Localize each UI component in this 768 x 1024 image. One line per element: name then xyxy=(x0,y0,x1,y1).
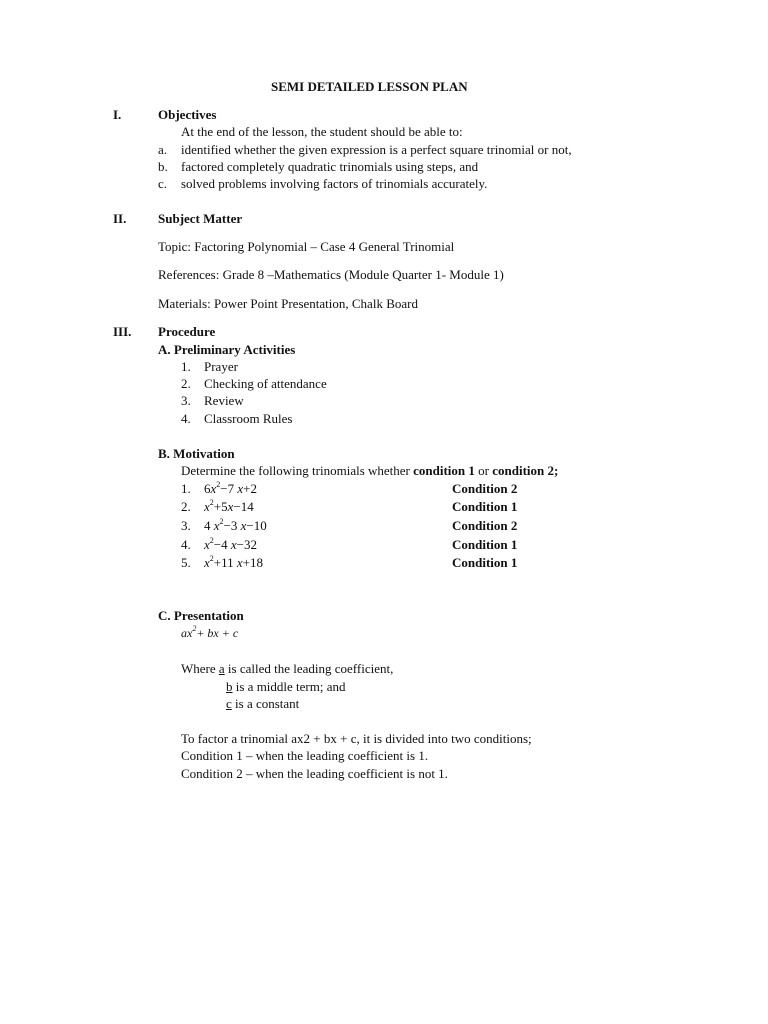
where-line: Where a is called the leading coefficient, xyxy=(181,661,394,676)
trinomial-expression: $x^2+5x-14$ xyxy=(204,497,254,514)
list-marker: 3. xyxy=(181,393,191,408)
subject-references: References: Grade 8 –Mathematics (Module Quarter 1- Module 1) xyxy=(158,267,504,282)
section-heading-objectives: Objectives xyxy=(158,107,217,122)
list-marker: 3. xyxy=(181,518,191,533)
list-marker: 2. xyxy=(181,499,191,514)
page-title: SEMI DETAILED LESSON PLAN xyxy=(271,79,468,94)
section-number-subject-matter: II. xyxy=(113,211,127,226)
section-heading-subject-matter: Subject Matter xyxy=(158,211,243,226)
list-marker: 2. xyxy=(181,376,191,391)
list-item: Prayer xyxy=(204,359,238,374)
general-trinomial-formula: $ax^2+$ bx + c xyxy=(181,624,239,640)
motivation-condition-2: condition 2; xyxy=(492,463,559,478)
section-heading-procedure: Procedure xyxy=(158,324,216,339)
condition-answer: Condition 1 xyxy=(452,499,518,514)
trinomial-expression: $6x^2-7$ x+2 xyxy=(204,479,257,496)
objective-marker: b. xyxy=(158,159,168,174)
list-item: Review xyxy=(204,393,244,408)
presentation-line-3: Condition 2 – when the leading coefficient is not 1. xyxy=(181,766,448,781)
condition-answer: Condition 2 xyxy=(452,481,518,496)
list-marker: 4. xyxy=(181,411,191,426)
list-marker: 5. xyxy=(181,555,191,570)
motivation-intro-text: Determine the following trinomials whether xyxy=(181,463,410,478)
trinomial-expression: 4 $x^2-3$ x−10 xyxy=(204,516,267,533)
objective-marker: a. xyxy=(158,142,168,157)
trinomial-expression: $x^2-4$ x−32 xyxy=(204,535,257,552)
subject-materials: Materials: Power Point Presentation, Chalk Board xyxy=(158,296,418,311)
subject-topic: Topic: Factoring Polynomial – Case 4 General Trinomial xyxy=(158,239,455,254)
objective-item: solved problems involving factors of trinomials accurately. xyxy=(181,176,488,191)
motivation-condition-1: condition 1 xyxy=(413,463,475,478)
subheading-preliminary: A. Preliminary Activities xyxy=(158,342,296,357)
list-item: Checking of attendance xyxy=(204,376,327,391)
trinomial-expression: $x^2+11$ x+18 xyxy=(204,553,264,570)
c-line: c is a constant xyxy=(226,696,300,711)
section-number-procedure: III. xyxy=(113,324,132,339)
section-number-objectives: I. xyxy=(113,107,122,122)
motivation-or: or xyxy=(478,463,489,478)
list-marker: 1. xyxy=(181,481,191,496)
condition-answer: Condition 1 xyxy=(452,537,518,552)
b-line: b is a middle term; and xyxy=(226,679,346,694)
motivation-intro xyxy=(181,463,558,479)
subheading-motivation: B. Motivation xyxy=(158,446,235,461)
condition-answer: Condition 1 xyxy=(452,555,518,570)
variable-a: a xyxy=(218,661,225,676)
presentation-line-1: To factor a trinomial ax2 + bx + c, it is divided into two conditions; xyxy=(181,731,532,746)
objective-marker: c. xyxy=(158,176,168,191)
condition-answer: Condition 2 xyxy=(452,518,518,533)
variable-b: b xyxy=(226,679,233,694)
presentation-line-2: Condition 1 – when the leading coefficient is 1. xyxy=(181,748,429,763)
objective-item: identified whether the given expression is a perfect square trinomial or not, xyxy=(181,142,572,157)
list-marker: 4. xyxy=(181,537,191,552)
list-marker: 1. xyxy=(181,359,191,374)
list-item: Classroom Rules xyxy=(204,411,293,426)
variable-c: c xyxy=(226,696,232,711)
objectives-intro: At the end of the lesson, the student should be able to: xyxy=(181,124,463,139)
subheading-presentation: C. Presentation xyxy=(158,608,244,623)
objective-item: factored completely quadratic trinomials using steps, and xyxy=(181,159,479,174)
